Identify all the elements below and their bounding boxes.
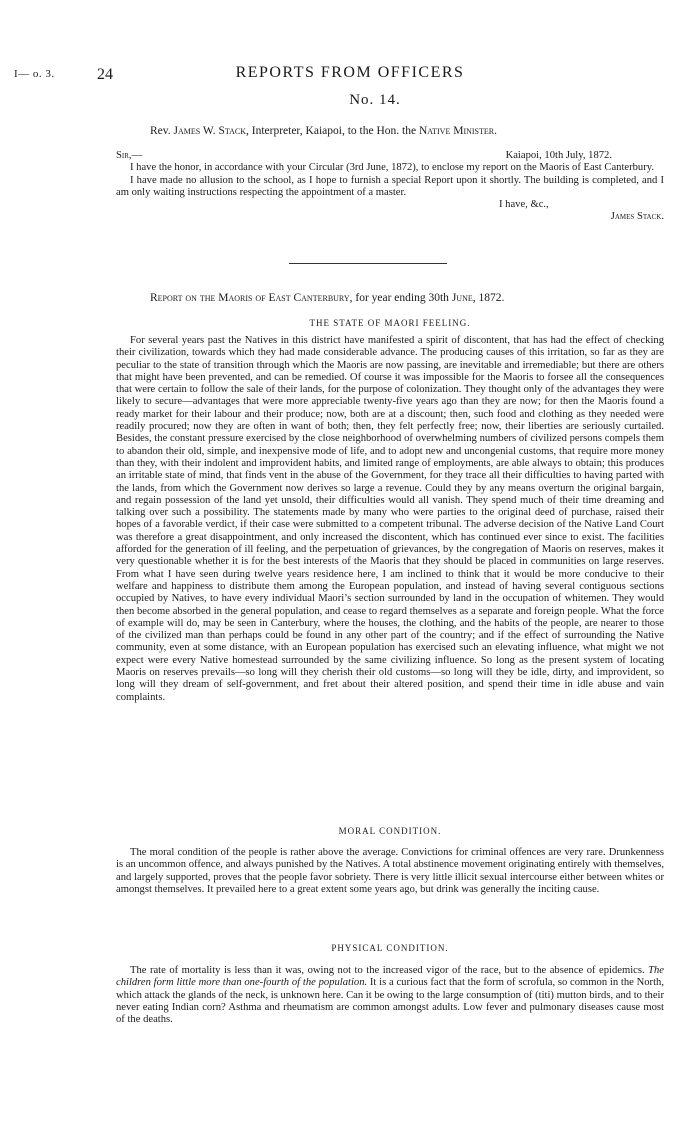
page-number: 24 bbox=[97, 66, 113, 83]
section-divider-rule bbox=[289, 263, 447, 264]
section-body-physical-condition bbox=[116, 965, 664, 1026]
report-title-part-3: , for year ending 30th bbox=[349, 292, 452, 304]
report-title-part-1: Report on the bbox=[150, 292, 219, 304]
running-head: REPORTS FROM OFFICERS bbox=[235, 64, 465, 81]
section-body-moral-condition bbox=[116, 847, 664, 896]
section-heading-moral-condition: MORAL CONDITION. bbox=[338, 826, 442, 836]
physical-text-start: The rate of mortality is less than it was, owing not to the increased vigor of the race, but to the absence of epidemics. bbox=[130, 965, 649, 976]
document-number-heading: No. 14. bbox=[349, 92, 401, 108]
salutation-row bbox=[116, 150, 664, 162]
letter-signature: James Stack. bbox=[610, 211, 664, 223]
letter-heading-prefix: Rev. bbox=[150, 125, 174, 137]
margin-reference-code: I— o. 3. bbox=[14, 68, 55, 80]
report-title-part-4: June bbox=[451, 292, 473, 304]
letter-paragraph-2: I have made no allusion to the school, as I hope to furnish a special Report upon it shortly. The building is completed, and I am only waiting instructions respecting the appointment of a master. bbox=[116, 174, 664, 198]
report-title bbox=[150, 292, 504, 304]
letter-paragraph-1: I have the honor, in accordance with your Circular (3rd June, 1872), to enclose my report on the Maoris of East Canterbury. bbox=[130, 162, 655, 174]
moral-condition-paragraph: The moral condition of the people is rather above the average. Convictions for criminal offences are very rare. Drunkenness is an uncommon offence, and always punished by the Natives. A total abstinence movement originating entirely with themselves, and largely supported, proves that the people favor sobriety. There is very little illicit sexual intercourse either between whites or amongst themselves. It prevailed here to a great extent some years ago, but drink was generally the inciting cause. bbox=[116, 847, 664, 895]
section-heading-physical-condition: PHYSICAL CONDITION. bbox=[331, 943, 449, 953]
section-body-maori-feeling bbox=[116, 335, 664, 704]
maori-feeling-paragraph: For several years past the Natives in this district have manifested a spirit of discontent, that has had the effect of checking their civilization, towards which they had made considerable advance. The producing causes of this irritation, so far as they are peculiar to the state of transition through which the Maoris are now passing, are inevitable and irremediable; but there are others that might have been prevented, and can be remedied. Of course it was impossible for the Maoris to forsee all the consequences that were certain to follow the sale of their lands, for the purpose of colonization. They thought only of the advantages they were likely to secure—advantages that were more appreciable twenty-five years ago than they are now; for then the Maoris found a ready market for their labour and their produce; now, both are at a discount; then, such food and clothing as they needed were readily procured; now they are often in want of both; then, they felt perfectly free; now, their liberties are seriously curtailed. Besides, the constant pressure exercised by the close neighborhood of overwhelming numbers of civilized persons compels them to abandon their old, simple, and inexpensive mode of life, and to adopt new and uncongenial customs, that require more money than they, with their indolent and improvident habits, and limited range of employments, are able always to obtain; this produces an irritable state of mind, that finds vent in the abuse of the Government, for they trace all their difficulties to having parted with the lands, from which the Government now derives so large a revenue. Could they by any means overturn the original bargain, and regain possession of the land yet unsold, their difficulties would all vanish. They spend much of their time dreaming and talking over such a possibility. The statements made by many who were parties to the original deed of purchase, raised their hopes of a favorable verdict, if their case were submitted to a competent tribunal. The adverse decision of the Native Land Court was therefore a great disappointment, and only increased the discontent, which has continued ever since to exist. The facilities afforded for the generation of ill feeling, and the perpetuation of grievances, by the congregation of Maoris on reserves, makes it very questionable whether it is for the best interests of the Maoris that they should be placed in communities on large reserves. From what I have seen during twelve years residence here, I am inclined to think that it would be more conducive to their welfare and happiness to distribute them among the European population, and instead of having several contiguous sections occupied by Natives, to have every individual Maori’s section surrounded by land in the occupation of whitemen. They would then become absorbed in the general population, and cease to regard themselves as a separate and foreign people. What the force of example will do, may be seen in Canterbury, where the houses, the clothing, and the habits of the people, are nearer to those of the civilized man than perhaps could be found in any other part of the country; and if the effect of surrounding the Native community, even at some distance, with an European population has exercised such an elevating influence, what might we not expect were every Native homestead surrounded by the same civilizing influence. So long as the present system of locating Maoris on reserves prevails—so long will they cherish their old customs—so long will they be idle, dirty, and improvident, so long will they dream of self-government, and fret about their altered position, and spend their time in idle abuse and vain complaints. bbox=[116, 335, 664, 703]
salutation: Sir,— bbox=[116, 150, 143, 161]
letter-recipient: Native Minister. bbox=[418, 125, 497, 137]
report-title-part-5: , 1872. bbox=[472, 292, 505, 304]
physical-condition-paragraph bbox=[116, 965, 664, 1026]
letter-heading bbox=[150, 125, 670, 137]
letter-body bbox=[116, 150, 664, 224]
letter-author-name: James W. Stack bbox=[173, 125, 246, 137]
physical-text-end: It is a curious fact that the form of scrofula, so common in the North, which attack the glands of the neck, is unknown here. Can it be owing to the large consumption of (titi) mutton birds, and to their never eating Indian corn? Asthma and rheumatism are common amongst adults. Low fever and pulmonary diseases cause most of the deaths. bbox=[116, 977, 664, 1026]
physical-text-italic: The children form little more than one-fourth of the population. bbox=[116, 965, 664, 989]
report-title-part-2: Maoris of East Canterbury bbox=[218, 292, 350, 304]
letter-closing: I have, &c., bbox=[499, 199, 549, 211]
letter-heading-middle: , Interpreter, Kaiapoi, to the Hon. the bbox=[245, 125, 419, 137]
place-date: Kaiapoi, 10th July, 1872. bbox=[505, 150, 612, 161]
section-heading-maori-feeling: THE STATE OF MAORI FEELING. bbox=[309, 318, 471, 328]
